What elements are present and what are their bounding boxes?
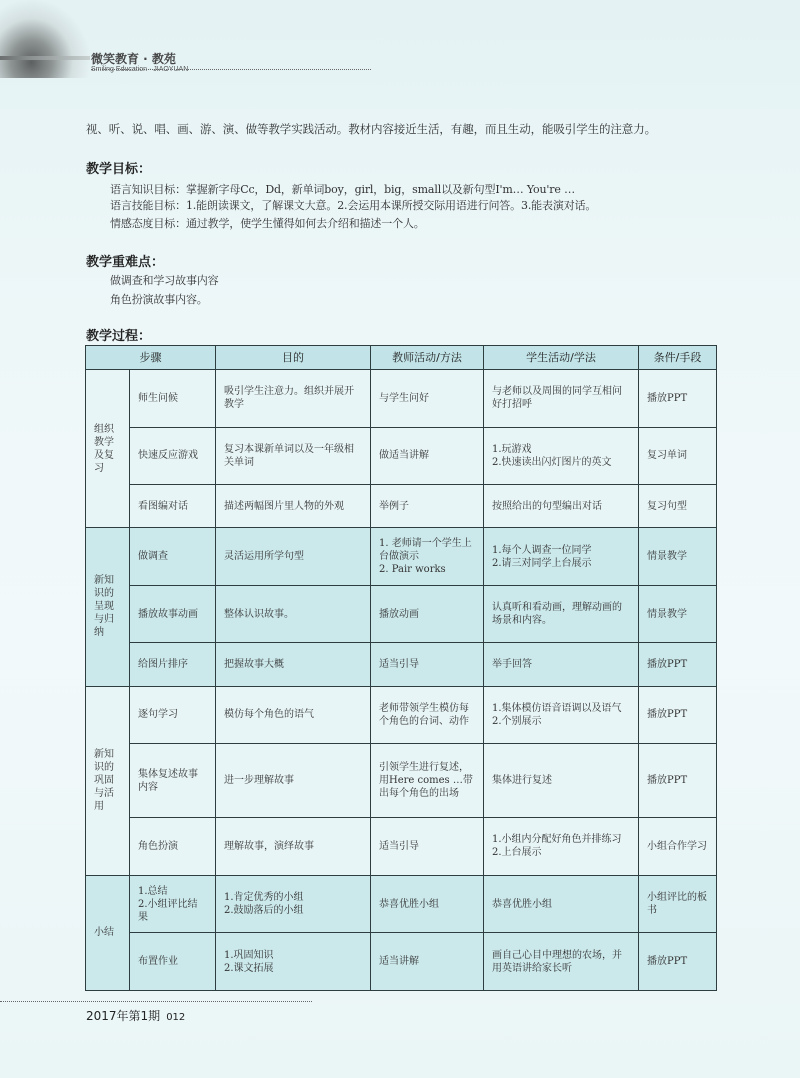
student-cell: 1.每个人调查一位同学 2.请三对同学上台展示 — [484, 528, 639, 586]
brand — [91, 52, 188, 74]
key-point-line-2: 角色扮演故事内容。 — [110, 293, 208, 306]
purpose-cell: 进一步理解故事 — [216, 744, 371, 818]
teacher-cell: 与学生问好 — [371, 370, 484, 428]
teacher-cell: 老师带领学生模仿每个角色的台词、动作 — [371, 686, 484, 744]
purpose-cell: 1.肯定优秀的小组 2.鼓励落后的小组 — [216, 875, 371, 933]
condition-cell: 播放PPT — [639, 643, 717, 686]
table-row — [86, 370, 717, 428]
teacher-cell: 举例子 — [371, 485, 484, 528]
purpose-cell: 1.巩固知识 2.课文拓展 — [216, 933, 371, 991]
condition-cell: 情景教学 — [639, 585, 717, 643]
student-cell: 与老师以及周围的同学互相问好打招呼 — [484, 370, 639, 428]
header-step: 步骤 — [86, 346, 216, 370]
intro-paragraph: 视、听、说、唱、画、游、演、做等教学实践活动。教材内容接近生活，有趣，而且生动，能吸引学生的注意力。 — [86, 122, 656, 136]
step-cell: 集体复述故事内容 — [130, 744, 216, 818]
teacher-cell: 适当引导 — [371, 643, 484, 686]
header-student: 学生活动/学法 — [484, 346, 639, 370]
step-cell: 快速反应游戏 — [130, 427, 216, 485]
purpose-cell: 描述两幅图片里人物的外观 — [216, 485, 371, 528]
process-table — [85, 345, 717, 991]
student-cell: 1.小组内分配好角色并排练习 2.上台展示 — [484, 818, 639, 876]
condition-cell: 播放PPT — [639, 686, 717, 744]
goal-line-2: 语言技能目标：1.能朗读课文，了解课文大意。2.会运用本课所授交际用语进行问答。3.能表演对话。 — [110, 199, 597, 212]
condition-cell: 播放PPT — [639, 370, 717, 428]
key-point-line-1: 做调查和学习故事内容 — [110, 274, 219, 287]
table-row — [86, 744, 717, 818]
header-stripe — [0, 56, 90, 60]
student-cell: 1.玩游戏 2.快速读出闪灯图片的英文 — [484, 427, 639, 485]
purpose-cell: 理解故事，演绎故事 — [216, 818, 371, 876]
brand-subtitle: Smiling Education · JIAOYUAN — [91, 66, 189, 73]
process-heading: 教学过程： — [86, 329, 152, 344]
table-row — [86, 643, 717, 686]
condition-cell: 情景教学 — [639, 528, 717, 586]
step-cell: 师生问候 — [130, 370, 216, 428]
group-name-cell: 组织教学及复习 — [86, 370, 130, 528]
teacher-cell: 适当引导 — [371, 818, 484, 876]
goal-line-3: 情感态度目标：通过教学，使学生懂得如何去介绍和描述一个人。 — [110, 217, 425, 230]
purpose-cell: 复习本课新单词以及一年级相关单词 — [216, 427, 371, 485]
step-cell: 看图编对话 — [130, 485, 216, 528]
goal-line-1: 语言知识目标：掌握新字母Cc，Dd，新单词boy，girl，big，small以及新句型I'm… You're … — [110, 183, 575, 196]
student-cell: 认真听和看动画，理解动画的场景和内容。 — [484, 585, 639, 643]
teacher-cell: 做适当讲解 — [371, 427, 484, 485]
group-name-cell: 新知识的呈现与归纳 — [86, 528, 130, 686]
issue-label: 2017年第1期 — [86, 1009, 161, 1023]
teacher-cell: 引领学生进行复述，用Here comes …带出每个角色的出场 — [371, 744, 484, 818]
brand-title: 微笑教育 · 教苑 — [91, 52, 176, 66]
student-cell: 画自己心目中理想的农场，并用英语讲给家长听 — [484, 933, 639, 991]
table-row — [86, 485, 717, 528]
condition-cell: 复习单词 — [639, 427, 717, 485]
group-name-cell: 新知识的巩固与活用 — [86, 686, 130, 875]
condition-cell: 复习句型 — [639, 485, 717, 528]
table-row — [86, 875, 717, 933]
student-cell: 举手回答 — [484, 643, 639, 686]
student-cell: 集体进行复述 — [484, 744, 639, 818]
student-cell: 1.集体模仿语音语调以及语气 2.个别展示 — [484, 686, 639, 744]
step-cell: 布置作业 — [130, 933, 216, 991]
footer-divider — [0, 1001, 312, 1002]
header-purpose: 目的 — [216, 346, 371, 370]
condition-cell: 播放PPT — [639, 744, 717, 818]
condition-cell: 播放PPT — [639, 933, 717, 991]
condition-cell: 小组评比的板书 — [639, 875, 717, 933]
step-cell: 1.总结 2.小组评比结果 — [130, 875, 216, 933]
step-cell: 播放故事动画 — [130, 585, 216, 643]
goals-heading: 教学目标： — [86, 162, 152, 177]
purpose-cell: 吸引学生注意力。组织并展开教学 — [216, 370, 371, 428]
purpose-cell: 模仿每个角色的语气 — [216, 686, 371, 744]
condition-cell: 小组合作学习 — [639, 818, 717, 876]
student-cell: 恭喜优胜小组 — [484, 875, 639, 933]
table-row — [86, 933, 717, 991]
purpose-cell: 灵活运用所学句型 — [216, 528, 371, 586]
teacher-cell: 1. 老师请一个学生上台做演示 2. Pair works — [371, 528, 484, 586]
page-number: 012 — [166, 1012, 186, 1023]
student-cell: 按照给出的句型编出对话 — [484, 485, 639, 528]
purpose-cell: 整体认识故事。 — [216, 585, 371, 643]
step-cell: 给图片排序 — [130, 643, 216, 686]
header-teacher: 教师活动/方法 — [371, 346, 484, 370]
purpose-cell: 把握故事大概 — [216, 643, 371, 686]
teacher-cell: 恭喜优胜小组 — [371, 875, 484, 933]
header-divider — [91, 69, 371, 70]
key-points-heading: 教学重难点： — [86, 255, 165, 270]
header-decoration — [0, 0, 90, 78]
table-row — [86, 427, 717, 485]
step-cell: 角色扮演 — [130, 818, 216, 876]
group-name-cell: 小结 — [86, 875, 130, 990]
teacher-cell: 适当讲解 — [371, 933, 484, 991]
table-row — [86, 528, 717, 586]
step-cell: 逐句学习 — [130, 686, 216, 744]
teacher-cell: 播放动画 — [371, 585, 484, 643]
header-condition: 条件/手段 — [639, 346, 717, 370]
footer — [86, 1007, 185, 1024]
table-row — [86, 818, 717, 876]
table-row — [86, 686, 717, 744]
table-row — [86, 585, 717, 643]
step-cell: 做调查 — [130, 528, 216, 586]
